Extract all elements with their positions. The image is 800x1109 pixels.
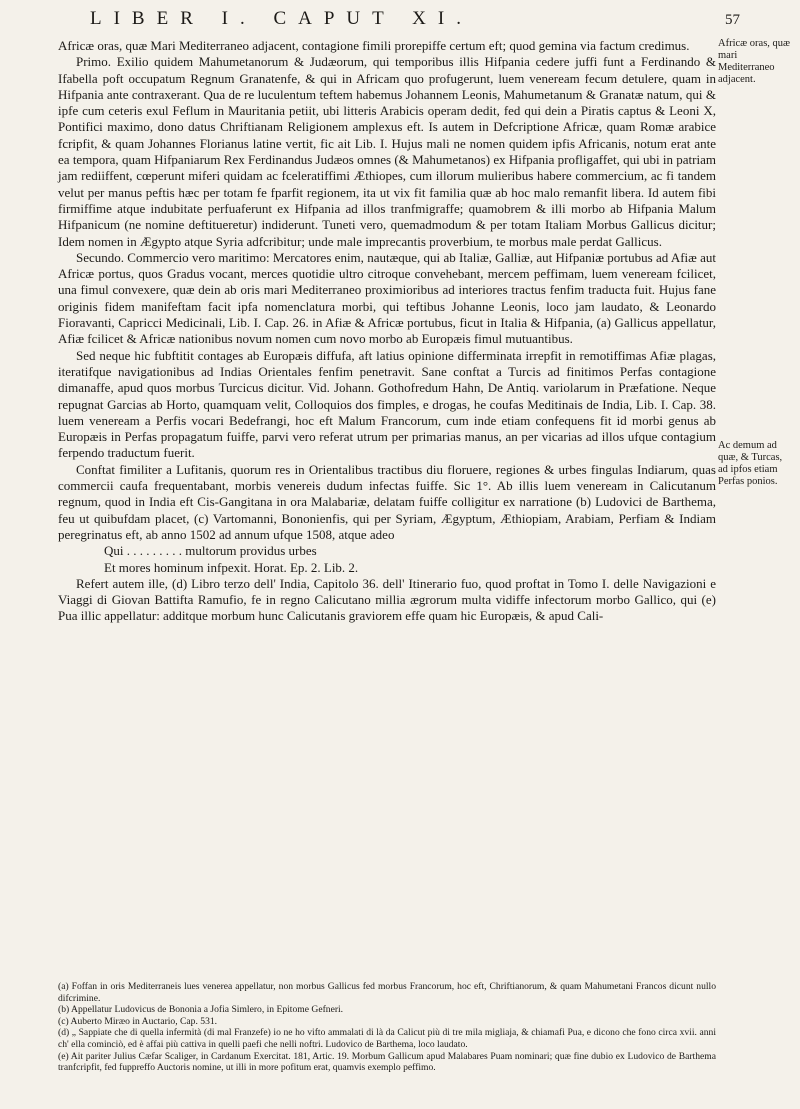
paragraph-persia: Sed neque hic fubftitit contages ab Europæis diffufa, aft latius opinione differminata irrepfit in remotiffimas Afiæ plagas, iteratifque navigationibus ad Indias Orientales fenfim penetravit. Sane conftat a Turcis ad finitimos Perfas contagione dimanaffe, apud quos morbus Turcicus dicitur. Vid. Johann. Gothofredum Hahn, De Antiq. variolarum in Præfatione. Neque repugnat Garcias ab Horto, quamquam velit, Colloquios dos fimples, e drogas, he coufas Meditinais de India, Lib. I. Cap. 38. luem veneream a Perfis vocari Bedefrangi, hoc eft Malum Francorum, cum inde etiam confequens fit id morbi genus ab Europæis in Perfas propagatum fuiffe, parvi vero referat utrum per primarias manus, an per vicarias ad illos ufque contagium ferpendo traductum fuerit. — [58, 347, 716, 461]
verse-line-2: Et mores hominum infpexit. Horat. Ep. 2. Lib. 2. — [104, 559, 359, 575]
paragraph-lusitani: Conftat fimiliter a Lufitanis, quorum res in Orientalibus tractibus diu floruere, regiones & urbes fingulas Indiarum, quas commercii caufa frequentabant, morbis venereis dudum infectas fuiffe. Sic 1°. Ab illis luem veneream in Calicutanum regnum, quod in India eft Cis-Gangitana in ora Malabariæ, delatam fuiffe colligitur ex narratione (b) Ludovici de Barthema, feu ut quibufdam placet, (c) Vartomanni, Bononienfis, qui per Syriam, Ægyptum, Æthiopiam, Arabiam, Perfiam & Indiam peregrinatus eft, ab anno 1502 ad annum ufque 1508, atque adeo — [58, 461, 716, 542]
paragraph-secundo: Secundo. Commercio vero maritimo: Mercatores enim, nautæque, qui ab Italiæ, Galliæ, aut Hifpaniæ portubus ad Afiæ aut Africæ portus, quos Gradus vocant, merces quotidie ultro citroque convehebant, mercem peffimam, luem veneream fcilicet, una fimul convexere, quæ dein ab oris mari Mediterraneo proximioribus ad interiores tractus fenfim traducta fuit. Hujus fane originis fidem manifeftam facit ipfa nomenclatura morbi, qui teftibus Johanne Leonis, loco jam laudato, & Leonardo Fioravanti, Capricci Medicinali, Lib. I. Cap. 26. in Afiæ & Africæ portubus, ficut in Italia & Hifpania, (a) Gallicus appellatur, Afiæ fcilicet & Africæ nationibus novum nomen cum novo morbo ab Europæis fimul mutuantibus. — [58, 249, 716, 347]
footnotes — [58, 981, 716, 1074]
page-number: 57 — [725, 12, 740, 28]
footnote-a: (a) Foffan in oris Mediterraneis lues venerea appellatur, non morbus Gallicus fed morbus Francorum, hoc eft, Chriftianorum, & quam Mahumetani Francos dicunt nullo difcrimine. — [58, 981, 716, 1004]
margin-note-africa: Africæ oras, quæ mari Mediterraneo adjacent. — [718, 38, 791, 85]
running-header — [60, 6, 740, 36]
footnote-b: (b) Appellatur Ludovicus de Bononia a Jofia Simlero, in Epitome Gefneri. — [58, 1004, 344, 1016]
footnote-e: (e) Ait pariter Julius Cæfar Scaliger, in Cardanum Exercitat. 181, Artic. 19. Morbum Gallicum apud Malabares Puam nominari; quæ fine dubio ex Ludovico de Barthema tranfcripfit, fed fuppreffo Auctoris nomine, ut illi in more pofitum erat, quamvis exemplo peffimo. — [58, 1050, 716, 1074]
footnote-c: (c) Auberto Miræo in Auctario, Cap. 531. — [58, 1015, 218, 1027]
paragraph-primo: Primo. Exilio quidem Mahumetanorum & Judæorum, qui temporibus illis Hifpania cedere juffi funt a Ferdinando & Ifabella poft occupatum Regnum Granatenfe, & qui in Africam quo profugerunt, luem veneream fecum detulere, quam in Hifpania ante contraxerant. Qua de re luculentum teftem habemus Johannem Leonis, Mahumetanum & Granatæ natum, qui & ipfe cum ceteris exul Feflum in Mauritania petiit, ubi litteris Arabicis operam dedit, fed qui dein a Piratis captus & Leoni X, Pontifici maximo, dono datus Chriftianam Religionem amplexus eft. Is autem in Defcriptione Africæ, quam Romæ arabice fcripfit, & quam Johannes Florianus latine vertit, fic ait Lib. I. Hujus mali ne nomen quidem ipfis Africanis, notum erat ante ea tempora, quam Hifpaniarum Rex Ferdinandus Judæos omnes (& Mahumetanos) ex Hifpania profligaffet, qui ubi in patriam jam rediiffent, cœperunt miferi quidam ac fceleratiffimi Æthiopes, cum illorum mulieribus habere commercium, ac fi tandem velut per manus peftis hæc per totam fe fparfit regionem, ita ut vix fit familia quæ ab hoc malo remanfit libera. Id autem fibi firmiffime atque indubitate perfuaferunt ex Hifpania ad illos tranfmigraffe; quamobrem & illi morbo ab Hifpania Malum Hifpanicum (ne nomine deftitueretur) indiderunt. Tuneti vero, quemadmodum & per totam Italiam Morbus Gallicus dicitur; Idem nomen in Ægypto atque Syria adfcribitur; unde male imprecantis proverbium, te morbus male perdat Gallicus. — [58, 54, 716, 249]
paragraph-refert: Refert autem ille, (d) Libro terzo dell' India, Capitolo 36. dell' Itinerario fuo, quod proftat in Tomo I. delle Navigazioni e Viaggi di Giovan Battifta Ramufio, fe in regno Calicutano millia ægrorum multa vidiffe infectorum morbo Gallico, qui (e) Pua illic appellatur: additque morbum hunc Calicutanis graviorem effe quam hic Europæis, & apud Cali- — [58, 575, 716, 624]
running-title: LIBER I. CAPUT XI. — [90, 8, 473, 29]
paragraph-intro: Africæ oras, quæ Mari Mediterraneo adjacent, contagione fimili prorepiffe certum eft; quod gemina via factum credimus. — [58, 38, 690, 53]
footnote-d: (d) „ Sappiate che di quella infermità (di mal Franzefe) io ne ho vifto ammalati di là da Calicut più di tre mila migliaja, & chiamafi Pua, e dicono che fono circa xvii. anni ch' ella cominciò, ed è affai più cattiva in quelli paefi che nelli noftri. Ludovico de Barthema, loco laudato. — [58, 1027, 716, 1050]
verse-line-1: Qui . . . . . . . . . multorum providus urbes — [104, 543, 317, 559]
main-text — [58, 38, 716, 625]
margin-note-turcas: Ac demum ad quæ, & Turcas, ad ipfos etiam Perfas ponios. — [718, 440, 783, 487]
